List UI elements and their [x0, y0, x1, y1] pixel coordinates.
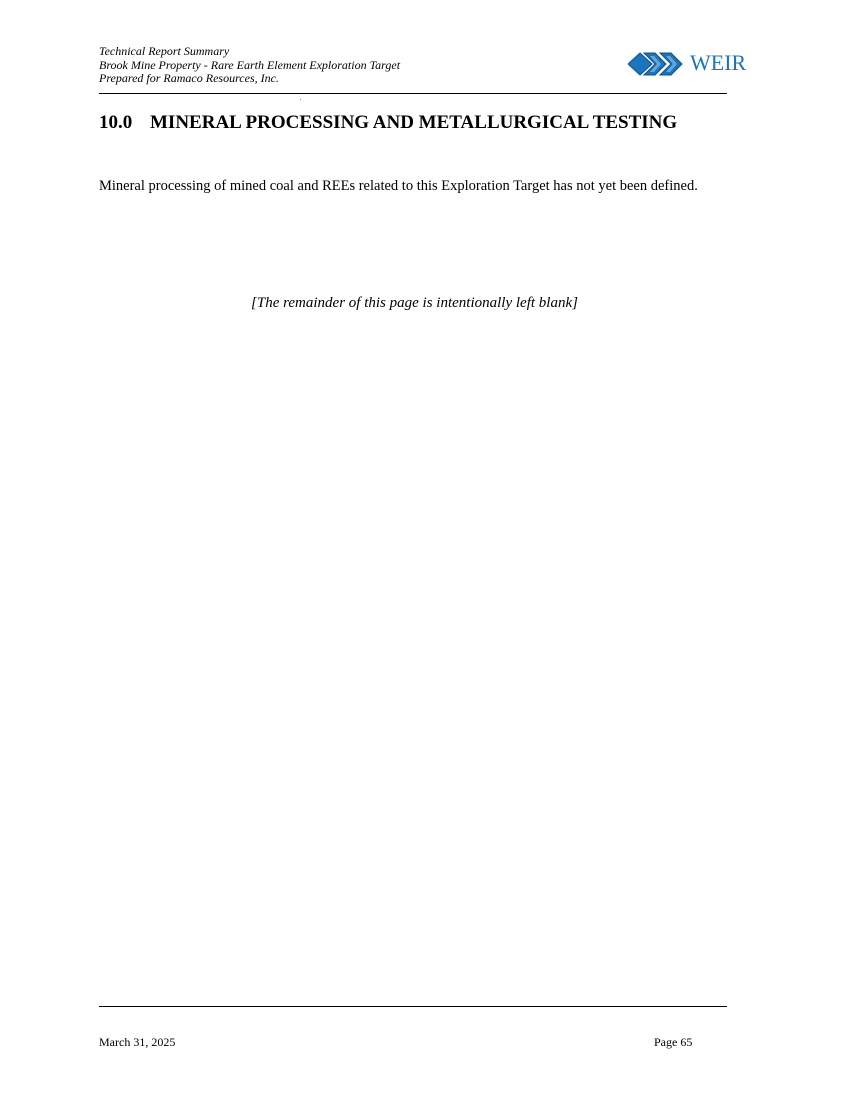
section-title: MINERAL PROCESSING AND METALLURGICAL TESTING [150, 112, 678, 133]
weir-chevron-logo-icon [628, 50, 690, 78]
footer-page-number: Page 65 [654, 1035, 693, 1049]
logo-text: WEIR [690, 50, 747, 75]
footer-divider [99, 1006, 727, 1007]
weir-logo [628, 50, 750, 78]
body-paragraph: Mineral processing of mined coal and REEs related to this Exploration Target has not yet been defined. [99, 178, 698, 194]
section-number: 10.0 [99, 112, 133, 133]
intentionally-blank-note: [The remainder of this page is intentionally left blank] [251, 295, 578, 311]
footer-date: March 31, 2025 [99, 1035, 176, 1049]
section-heading [99, 111, 677, 135]
stray-mark [300, 99, 301, 100]
header-prepared-for: Prepared for Ramaco Resources, Inc. [99, 71, 279, 85]
header-divider [99, 93, 727, 94]
header-report-type: Technical Report Summary [99, 44, 230, 58]
header-property-name: Brook Mine Property - Rare Earth Element Exploration Target [99, 57, 401, 72]
